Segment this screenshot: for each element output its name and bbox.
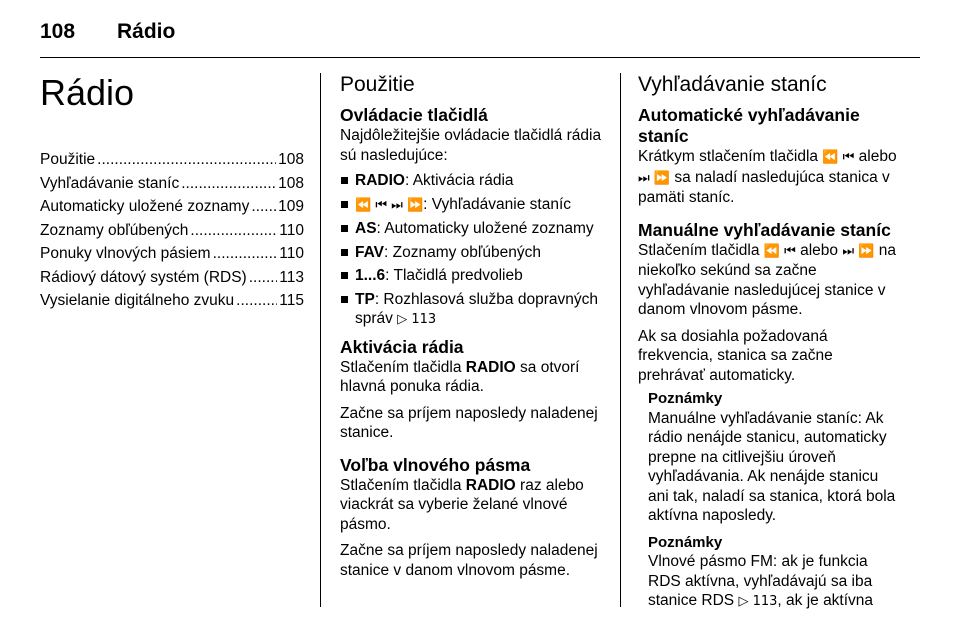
- bullet-square-icon: [341, 177, 348, 184]
- note-block: [648, 389, 902, 612]
- table-of-contents: [40, 148, 304, 313]
- bullet-square-icon: [341, 201, 348, 208]
- page-number: 108: [40, 20, 76, 43]
- toc-entry[interactable]: Vysielanie digitálneho zvuku ..... 115: [40, 289, 304, 313]
- section-title-search: Vyhľadávanie staníc: [638, 73, 827, 96]
- seek-back-icon: ⏪ ⏮: [822, 150, 855, 165]
- header-section-title: Rádio: [117, 20, 176, 43]
- toc-entry[interactable]: Ponuky vlnových pásiem ..... 110: [40, 242, 304, 266]
- page-reference-link[interactable]: ▷ 113: [738, 594, 778, 609]
- activation-paragraph: Stlačením tlačidla RADIO sa otvorí hlavná ponuka rádia.: [340, 358, 580, 395]
- chapter-title: Rádio: [40, 72, 135, 113]
- list-item: AS: Automaticky uložené zoznamy: [340, 219, 604, 239]
- column-usage: [340, 72, 604, 580]
- column-toc: [40, 72, 304, 313]
- list-item: TP: Rozhlasová služba dopravných správ ▷ 113: [340, 290, 604, 330]
- note-title: Poznámky: [648, 390, 723, 407]
- manual-search-paragraph-2: Ak sa dosiahla požadovaná frekvencia, stanica sa začne prehrávať automaticky.: [638, 327, 833, 384]
- seek-forward-icon: ⏭ ⏩: [842, 243, 875, 259]
- heading-manual-search: Manuálne vyhľadávanie staníc: [638, 219, 891, 240]
- seek-buttons-icon: ⏪ ⏮ ⏭ ⏩: [355, 197, 424, 213]
- toc-entry[interactable]: Rádiový dátový systém (RDS) ..... 113: [40, 266, 304, 290]
- note-text: Manuálne vyhľadávanie staníc: Ak rádio nenájde stanicu, automaticky prepne na citlivejšiu úroveň vyhľadávania. Ak nenájde stanicu ani tak, naladí sa stanica, ktorá bola aktívna naposledy.: [648, 409, 896, 524]
- page-reference-link[interactable]: ▷ 113: [397, 312, 437, 327]
- heading-band-selection: Voľba vlnového pásma: [340, 454, 531, 475]
- section-title-usage: Použitie: [340, 73, 415, 96]
- controls-intro: Najdôležitejšie ovládacie tlačidlá rádia sú nasledujúce:: [340, 127, 602, 164]
- heading-auto-search: Automatické vyhľadávanie staníc: [638, 105, 860, 146]
- controls-list: [340, 171, 604, 330]
- list-item: 1...6: Tlačidlá predvolieb: [340, 266, 604, 286]
- bullet-square-icon: [341, 249, 348, 256]
- note-title: Poznámky: [648, 533, 723, 551]
- bullet-square-icon: [341, 272, 348, 279]
- bullet-square-icon: [341, 296, 348, 303]
- column-station-search: [638, 72, 902, 612]
- page-header: [40, 18, 920, 48]
- note-text: Vlnové pásmo FM: ak je funkcia RDS aktívna, vyhľadávajú sa iba stanice RDS ▷ 113, ak je aktívna: [648, 553, 874, 609]
- seek-back-icon: ⏪ ⏮: [763, 243, 796, 259]
- toc-entry[interactable]: Použitie ..... 108: [40, 148, 304, 172]
- manual-search-paragraph: Stlačením tlačidla ⏪ ⏮ alebo ⏭ ⏩ na niekoľko sekúnd sa začne vyhľadávanie nasledujúcej stanice v danom vlnovom pásme.: [638, 241, 896, 318]
- seek-forward-icon: ⏭ ⏩: [638, 170, 671, 186]
- column-divider-2: [620, 73, 621, 607]
- auto-search-paragraph: Krátkym stlačením tlačidla ⏪ ⏮ alebo ⏭ ⏩ sa naladí nasledujúca stanica v pamäti staníc.: [638, 148, 897, 206]
- heading-controls: Ovládacie tlačidlá: [340, 105, 488, 125]
- list-item: RADIO: Aktivácia rádia: [340, 171, 604, 191]
- activation-paragraph-2: Začne sa príjem naposledy naladenej stanice.: [340, 404, 598, 441]
- column-divider-1: [320, 73, 321, 607]
- header-rule: [40, 57, 920, 58]
- band-paragraph-2: Začne sa príjem naposledy naladenej stanice v danom vlnovom pásme.: [340, 542, 598, 579]
- toc-entry[interactable]: Automaticky uložené zoznamy ..... 109: [40, 195, 304, 219]
- list-item: ⏪ ⏮ ⏭ ⏩: Vyhľadávanie staníc: [340, 195, 604, 216]
- heading-activation: Aktivácia rádia: [340, 336, 464, 357]
- toc-entry[interactable]: Zoznamy obľúbených ..... 110: [40, 219, 304, 243]
- band-paragraph: Stlačením tlačidla RADIO raz alebo viackrát sa vyberie želané vlnové pásmo.: [340, 476, 584, 533]
- list-item: FAV: Zoznamy obľúbených: [340, 243, 604, 263]
- toc-entry[interactable]: Vyhľadávanie staníc ..... 108: [40, 172, 304, 196]
- bullet-square-icon: [341, 225, 348, 232]
